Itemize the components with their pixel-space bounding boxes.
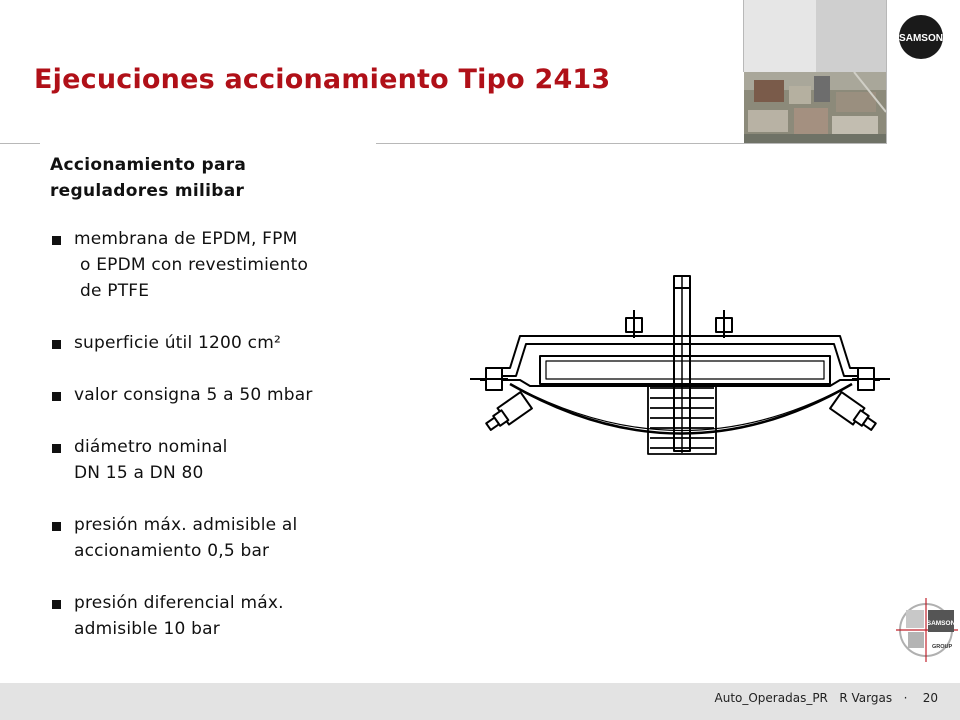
- bullet-setpoint: [50, 382, 380, 408]
- bullet-square-icon: [52, 392, 61, 401]
- header-gray-block-left: [744, 0, 816, 72]
- bullet-line: de PTFE: [80, 281, 150, 301]
- footer: [715, 691, 939, 705]
- header-divider-vertical-2: [886, 0, 887, 144]
- bullet-membrane: [50, 226, 380, 304]
- bullet-line: admisible 10 bar: [74, 619, 220, 639]
- footer-source: Auto_Operadas_PR: [714, 691, 828, 705]
- bullet-square-icon: [52, 600, 61, 609]
- bullet-square-icon: [52, 236, 61, 245]
- samson-logo: [898, 14, 944, 60]
- bullet-line: membrana de EPDM, FPM: [74, 229, 298, 249]
- bullet-line: presión máx. admisible al: [74, 515, 298, 535]
- bullet-line: presión diferencial máx.: [74, 593, 284, 613]
- subtitle-line-2: reguladores milibar: [50, 181, 245, 201]
- header-divider-vertical-1: [743, 0, 744, 72]
- header-gray-block-mid: [816, 0, 886, 72]
- footer-author: R Vargas: [839, 691, 893, 705]
- samson-group-logo: [896, 596, 958, 664]
- bullet-square-icon: [52, 522, 61, 531]
- bullet-line: valor consigna 5 a 50 mbar: [74, 385, 313, 405]
- bullet-square-icon: [52, 340, 61, 349]
- section-subtitle: [50, 152, 380, 204]
- bullet-diff-pressure: [50, 590, 380, 642]
- samson-logo-text: SAMSON: [899, 33, 943, 44]
- footer-page-number: 20: [922, 691, 938, 705]
- bullet-line: DN 15 a DN 80: [74, 463, 204, 483]
- group-logo-group-text: GROUP: [932, 644, 953, 650]
- bullet-line: superficie útil 1200 cm²: [74, 333, 281, 353]
- bullet-square-icon: [52, 444, 61, 453]
- bullet-line: diámetro nominal: [74, 437, 228, 457]
- bullet-line: o EPDM con revestimiento: [80, 255, 309, 275]
- bullet-max-pressure: [50, 512, 380, 564]
- bullet-diameter: [50, 434, 380, 486]
- group-logo-brand-text: SAMSON: [926, 620, 956, 627]
- actuator-drawing: [460, 268, 890, 468]
- bullet-line: accionamiento 0,5 bar: [74, 541, 270, 561]
- text-panel-gap: [40, 138, 376, 150]
- page-title: Ejecuciones accionamiento Tipo 2413: [34, 64, 611, 95]
- text-column: [50, 152, 380, 668]
- factory-aerial-photo: [744, 72, 886, 143]
- subtitle-line-1: Accionamiento para: [50, 155, 247, 175]
- footer-separator: ·: [903, 691, 908, 705]
- bullet-surface: [50, 330, 380, 356]
